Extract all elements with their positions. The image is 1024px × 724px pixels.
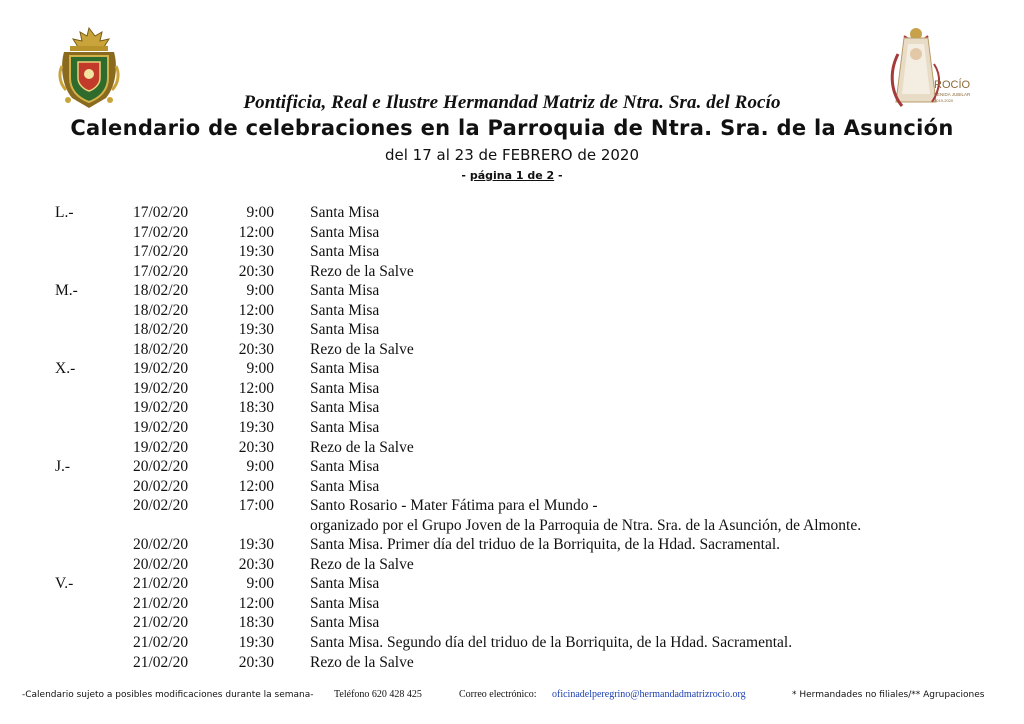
page-indicator: [0, 169, 1024, 182]
schedule-date: 20/02/20: [133, 458, 189, 476]
schedule-description: Rezo de la Salve: [310, 262, 414, 280]
schedule-row: [0, 574, 1024, 594]
schedule-description: Santa Misa: [310, 399, 380, 417]
schedule-description: Santa Misa: [310, 458, 380, 476]
schedule-date: 21/02/20: [133, 614, 189, 632]
schedule-day: L.-: [55, 204, 74, 221]
svg-text:2019-2020: 2019-2020: [934, 98, 954, 103]
schedule-description: Santa Misa. Primer día del triduo de la Borriquita, de la Hdad. Sacramental.: [310, 536, 781, 554]
footer-email-link[interactable]: oficinadelperegrino@hermandadmatrizrocio.org: [552, 689, 746, 700]
footer-disclaimer: -Calendario sujeto a posibles modificaciones durante la semana-: [22, 690, 314, 700]
schedule-row: [0, 320, 1024, 340]
schedule-row: [0, 203, 1024, 223]
page-indicator-suffix: -: [554, 169, 563, 182]
schedule-date: 21/02/20: [133, 653, 189, 671]
schedule-date: 17/02/20: [133, 223, 189, 241]
schedule-time: 12:00: [238, 379, 274, 397]
schedule-date: 19/02/20: [133, 438, 189, 456]
page-number: página 1 de 2: [469, 169, 555, 182]
schedule-row: [0, 242, 1024, 262]
schedule-row: [0, 223, 1024, 243]
schedule-row: [0, 555, 1024, 575]
schedule-description: Santa Misa: [310, 419, 380, 437]
schedule-description: Santa Misa: [310, 360, 380, 378]
footer-email-label: Correo electrónico:: [459, 689, 537, 700]
schedule-description: Santa Misa: [310, 204, 380, 221]
schedule-date: 20/02/20: [133, 536, 189, 554]
schedule-time: 19:30: [238, 419, 274, 437]
schedule-row: [0, 281, 1024, 301]
schedule-date: 20/02/20: [133, 477, 189, 495]
schedule-row: [0, 340, 1024, 360]
schedule-time: 18:30: [238, 614, 274, 632]
schedule-description: Santa Misa: [310, 301, 380, 319]
schedule-time: 9:00: [246, 458, 274, 476]
footer-legend: * Hermandades no filiales/** Agrupaciones: [792, 690, 985, 700]
organization-name: Pontificia, Real e Ilustre Hermandad Matriz de Ntra. Sra. del Rocío: [243, 92, 781, 113]
page-title: Calendario de celebraciones en la Parroquia de Ntra. Sra. de la Asunción: [70, 116, 954, 140]
schedule-description: Santa Misa. Segundo día del triduo de la Borriquita, de la Hdad. Sacramental.: [310, 634, 793, 652]
schedule-date: 17/02/20: [133, 262, 189, 280]
schedule-day: J.-: [55, 458, 71, 476]
schedule-description: Santa Misa: [310, 321, 380, 339]
schedule-description: Santa Misa: [310, 379, 380, 397]
schedule-time: 12:00: [238, 594, 274, 612]
schedule-description: organizado por el Grupo Joven de la Parroquia de Ntra. Sra. de la Asunción, de Almonte.: [310, 516, 862, 534]
schedule-time: 20:30: [238, 262, 274, 280]
footer: [0, 688, 1024, 702]
schedule-list: [0, 203, 1024, 672]
schedule-time: 9:00: [246, 575, 274, 593]
schedule-time: 12:00: [238, 477, 274, 495]
footer-phone: Teléfono 620 428 425: [334, 689, 422, 700]
schedule-time: 9:00: [246, 204, 274, 221]
schedule-description: Rezo de la Salve: [310, 340, 414, 358]
schedule-date: 19/02/20: [133, 419, 189, 437]
schedule-description: Santa Misa: [310, 223, 380, 241]
schedule-row: [0, 516, 1024, 536]
schedule-time: 18:30: [238, 399, 274, 417]
schedule-time: 19:30: [238, 243, 274, 261]
schedule-row: [0, 613, 1024, 633]
schedule-time: 19:30: [238, 536, 274, 554]
schedule-time: 19:30: [238, 634, 274, 652]
date-range: del 17 al 23 de FEBRERO de 2020: [384, 146, 640, 164]
schedule-description: Santa Misa: [310, 282, 380, 300]
schedule-row: [0, 418, 1024, 438]
schedule-description: Santa Misa: [310, 243, 380, 261]
schedule-row: [0, 594, 1024, 614]
schedule-row: [0, 477, 1024, 497]
schedule-row: [0, 457, 1024, 477]
schedule-day: V.-: [55, 575, 74, 593]
page-indicator-prefix: -: [461, 169, 470, 182]
schedule-date: 17/02/20: [133, 243, 189, 261]
schedule-time: 9:00: [246, 282, 274, 300]
schedule-description: Santa Misa: [310, 614, 380, 632]
svg-text:ROCÍO: ROCÍO: [934, 79, 971, 91]
schedule-time: 20:30: [238, 653, 274, 671]
schedule-row: [0, 398, 1024, 418]
schedule-row: [0, 653, 1024, 673]
schedule-description: Santa Misa: [310, 477, 380, 495]
schedule-time: 19:30: [238, 321, 274, 339]
schedule-row: [0, 262, 1024, 282]
schedule-time: 9:00: [246, 360, 274, 378]
schedule-date: 17/02/20: [133, 204, 189, 221]
schedule-date: 21/02/20: [133, 575, 189, 593]
schedule-description: Santa Misa: [310, 575, 380, 593]
schedule-description: Rezo de la Salve: [310, 653, 414, 671]
schedule-description: Rezo de la Salve: [310, 438, 414, 456]
schedule-day: X.-: [55, 360, 76, 378]
schedule-row: [0, 359, 1024, 379]
schedule-time: 20:30: [238, 340, 274, 358]
schedule-time: 17:00: [238, 497, 274, 515]
schedule-description: Rezo de la Salve: [310, 555, 414, 573]
schedule-row: [0, 301, 1024, 321]
schedule-date: 21/02/20: [133, 634, 189, 652]
schedule-time: 20:30: [238, 438, 274, 456]
schedule-description: Santa Misa: [310, 594, 380, 612]
schedule-row: [0, 496, 1024, 516]
schedule-row: [0, 379, 1024, 399]
schedule-date: 18/02/20: [133, 321, 189, 339]
schedule-date: 20/02/20: [133, 555, 189, 573]
schedule-row: [0, 535, 1024, 555]
schedule-row: [0, 633, 1024, 653]
schedule-time: 12:00: [238, 223, 274, 241]
schedule-date: 19/02/20: [133, 360, 189, 378]
schedule-date: 19/02/20: [133, 379, 189, 397]
schedule-date: 18/02/20: [133, 301, 189, 319]
schedule-date: 19/02/20: [133, 399, 189, 417]
svg-text:VENIDA JUBILAR: VENIDA JUBILAR: [934, 92, 971, 97]
schedule-row: [0, 438, 1024, 458]
schedule-date: 21/02/20: [133, 594, 189, 612]
schedule-description: Santo Rosario - Mater Fátima para el Mundo -: [310, 497, 598, 515]
schedule-day: M.-: [55, 282, 78, 300]
schedule-date: 20/02/20: [133, 497, 189, 515]
schedule-time: 12:00: [238, 301, 274, 319]
schedule-date: 18/02/20: [133, 282, 189, 300]
schedule-date: 18/02/20: [133, 340, 189, 358]
schedule-time: 20:30: [238, 555, 274, 573]
